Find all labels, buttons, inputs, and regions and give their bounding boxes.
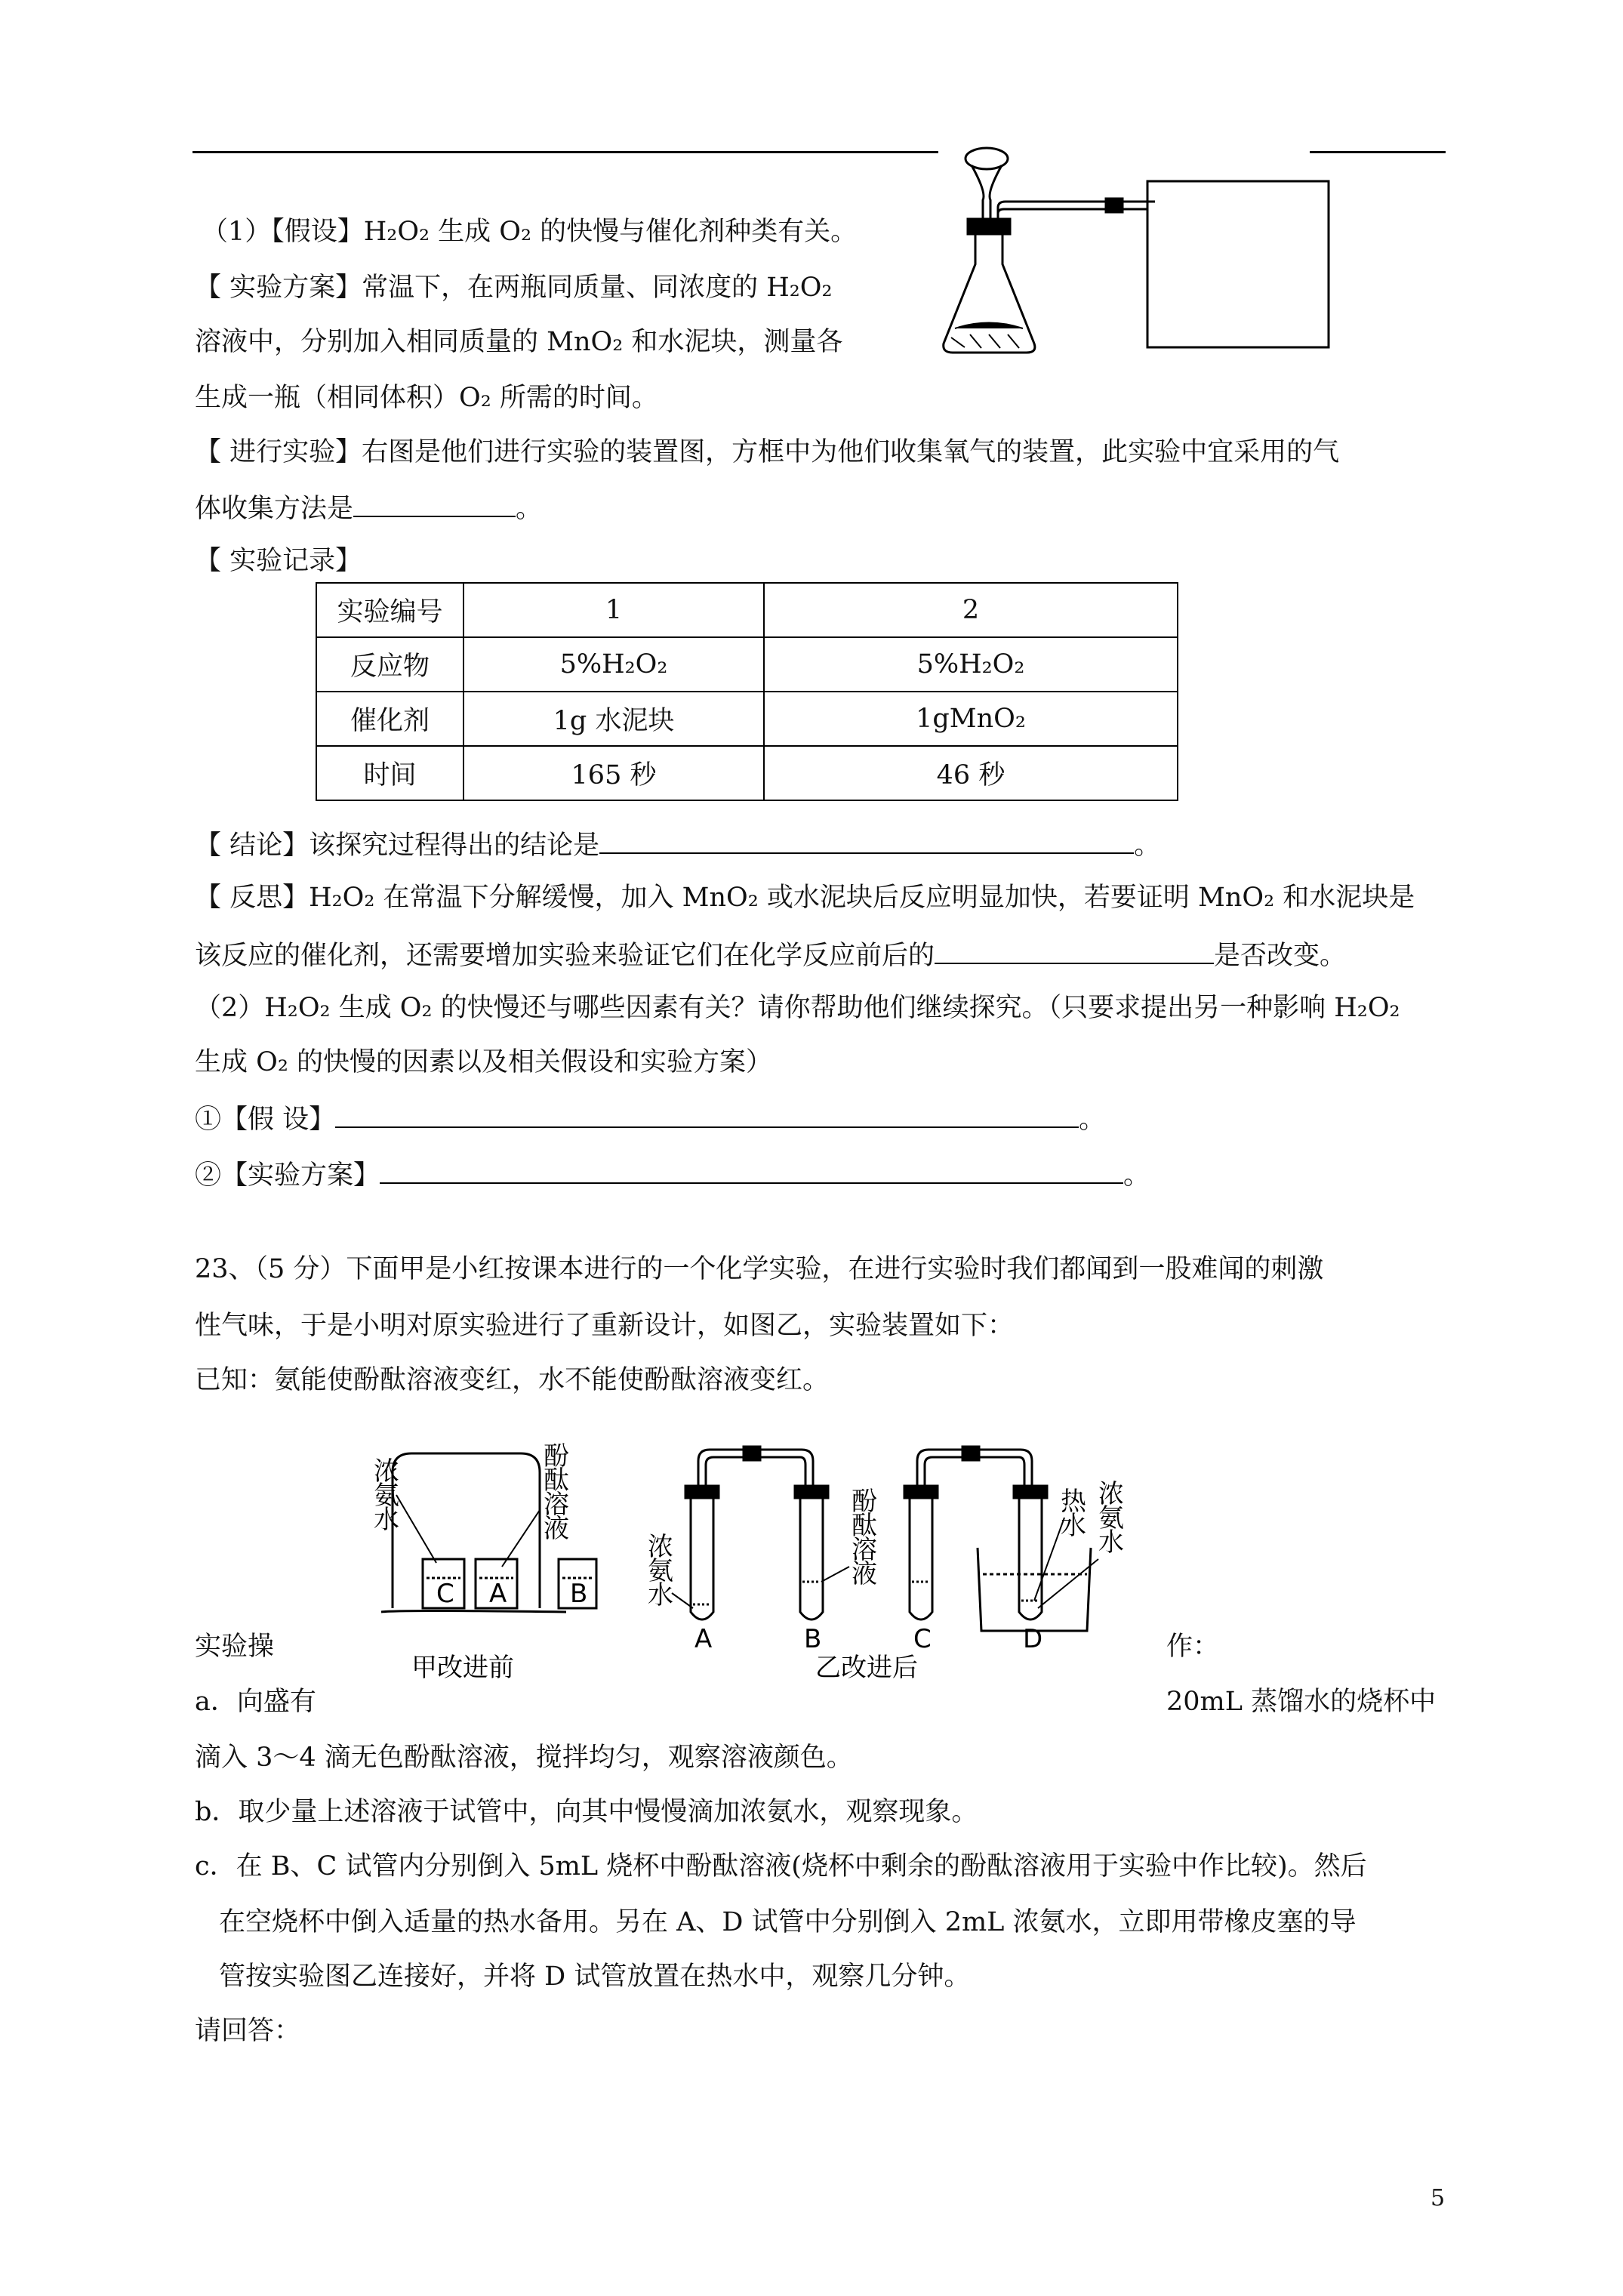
beaker-label-c: C: [436, 1579, 454, 1609]
reflection-line-2: [195, 937, 1346, 972]
table-header-cell: 1: [463, 583, 764, 637]
hypothesis-blank[interactable]: [335, 1101, 1079, 1128]
table-cell: 1g 水泥块: [463, 692, 764, 746]
jia-label-4: 酚: [544, 1441, 569, 1472]
table-cell: 反应物: [316, 637, 463, 692]
table-header-cell: 2: [764, 583, 1178, 637]
tubeA-label-3: 水: [648, 1580, 673, 1610]
experiment-line-1: 【 进行实验】右图是他们进行实验的装置图，方框中为他们收集氧气的装置，此实验中宜采用的气: [195, 437, 1340, 467]
part2-line-2: 生成 O₂ 的快慢的因素以及相关假设和实验方案）: [195, 1047, 772, 1077]
hypothesis-period: 。: [1079, 1105, 1106, 1135]
tubeBC-label-3: 溶: [852, 1535, 877, 1565]
tubeA-label-2: 氨: [648, 1556, 673, 1586]
reflection-line-1: 【 反思】H₂O₂ 在常温下分解缓慢，加入 MnO₂ 或水泥块后反应明显加快，若要证明 MnO₂ 和水泥块是: [195, 883, 1415, 913]
conc-ammonia-label-3: 水: [1098, 1527, 1124, 1558]
record-title: 【 实验记录】: [195, 546, 362, 576]
answer-prompt: 请回答：: [195, 2016, 301, 2046]
collection-method-blank[interactable]: [353, 490, 516, 517]
step-a-left: a．向盛有: [195, 1687, 316, 1717]
q23-line-2: 性气味，于是小明对原实验进行了重新设计，如图乙，实验装置如下：: [195, 1311, 1015, 1341]
reflection-tail: 是否改变。: [1214, 941, 1347, 971]
plan-item: [195, 1157, 1150, 1192]
step-c-line-1: c．在 B、C 试管内分别倒入 5mL 烧杯中酚酞溶液(烧杯中剩余的酚酞溶液用于实验中作比较)。然后: [195, 1851, 1367, 1881]
jia-label-1: 浓: [374, 1456, 399, 1487]
table-cell: 催化剂: [316, 692, 463, 746]
hot-water-label-2: 水: [1061, 1511, 1086, 1541]
tube-label-b: B: [804, 1624, 822, 1654]
tube-label-c: C: [913, 1624, 932, 1654]
page-number: 5: [1431, 2185, 1446, 2211]
hypothesis-item: [195, 1101, 1105, 1136]
conclusion-blank[interactable]: [599, 827, 1134, 854]
operation-right: 作：: [1166, 1632, 1220, 1662]
yi-caption: 乙改进后: [815, 1653, 918, 1683]
table-cell: 46 秒: [764, 746, 1178, 800]
conc-ammonia-label-1: 浓: [1098, 1479, 1124, 1509]
conclusion-line: [195, 827, 1160, 862]
jia-label-6: 溶: [544, 1490, 569, 1520]
ammonia-experiment-figure: [340, 1435, 1178, 1691]
table-cell: 5%H₂O₂: [764, 637, 1178, 692]
table-cell: 5%H₂O₂: [463, 637, 764, 692]
part2-line-1: （2）H₂O₂ 生成 O₂ 的快慢还与哪些因素有关？请你帮助他们继续探究。（只要求提出另一种影响 H₂O₂: [195, 993, 1400, 1023]
plan-line-1: 【 实验方案】常温下，在两瓶同质量、同浓度的 H₂O₂: [195, 273, 833, 303]
reflection-text: 该反应的催化剂，还需要增加实验来验证它们在化学反应前后的: [195, 941, 935, 971]
conclusion-text: 【 结论】该探究过程得出的结论是: [195, 831, 600, 861]
step-b: b．取少量上述溶液于试管中，向其中慢慢滴加浓氨水，观察现象。: [195, 1797, 978, 1827]
jia-label-3: 水: [374, 1505, 399, 1535]
jia-caption: 甲改进前: [411, 1653, 514, 1683]
step-a-line-2: 滴入 3～4 滴无色酚酞溶液，搅拌均匀，观察溶液颜色。: [195, 1743, 853, 1773]
property-blank[interactable]: [935, 937, 1214, 964]
table-row: [316, 583, 1178, 637]
table-row: [316, 637, 1178, 692]
experiment-line-2: [195, 490, 542, 525]
table-row: [316, 746, 1178, 800]
plan-blank[interactable]: [380, 1157, 1123, 1184]
q23-line-1: 23、（5 分）下面甲是小红按课本进行的一个化学实验，在进行实验时我们都闻到一股难闻的刺激: [195, 1254, 1324, 1284]
conclusion-period: 。: [1134, 831, 1161, 861]
experiment-record-table: [316, 582, 1178, 801]
plan-line-2: 溶液中，分别加入相同质量的 MnO₂ 和水泥块，测量各: [195, 327, 843, 357]
experiment-line-2-text: 体收集方法是: [195, 494, 354, 524]
hypothesis-line: （1）【假设】H₂O₂ 生成 O₂ 的快慢与催化剂种类有关。: [202, 217, 858, 247]
jia-label-7: 液: [544, 1514, 569, 1544]
step-c-line-2: 在空烧杯中倒入适量的热水备用。另在 A、D 试管中分别倒入 2mL 浓氨水，立即用带橡皮塞的导: [219, 1907, 1357, 1937]
hypothesis-item-label: ①【假 设】: [195, 1105, 336, 1135]
step-c-line-3: 管按实验图乙连接好，并将 D 试管放置在热水中，观察几分钟。: [219, 1962, 971, 1992]
step-a-right: 20mL 蒸馏水的烧杯中: [1166, 1687, 1437, 1717]
conc-ammonia-label-2: 氨: [1098, 1503, 1124, 1533]
tube-label-d: D: [1023, 1624, 1043, 1654]
oxygen-apparatus-figure: [929, 140, 1374, 366]
q23-known: 已知：氨能使酚酞溶液变红，水不能使酚酞溶液变红。: [195, 1365, 830, 1395]
plan-item-label: ②【实验方案】: [195, 1160, 380, 1191]
jia-label-2: 氨: [374, 1481, 399, 1511]
tubeA-label-1: 浓: [648, 1532, 673, 1562]
beaker-label-b: B: [570, 1579, 588, 1609]
table-cell: 时间: [316, 746, 463, 800]
operation-left: 实验操: [195, 1632, 275, 1662]
table-row: [316, 692, 1178, 746]
tubeBC-label-4: 液: [852, 1559, 877, 1589]
hot-water-label-1: 热: [1061, 1487, 1086, 1517]
beaker-label-a: A: [489, 1579, 507, 1609]
jia-label-5: 酞: [544, 1465, 569, 1496]
table-header-cell: 实验编号: [316, 583, 463, 637]
table-cell: 165 秒: [463, 746, 764, 800]
plan-period: 。: [1123, 1160, 1150, 1191]
tubeBC-label-2: 酞: [852, 1511, 877, 1541]
tubeBC-label-1: 酚: [852, 1487, 877, 1517]
plan-line-3: 生成一瓶（相同体积）O₂ 所需的时间。: [195, 383, 658, 413]
tube-label-a: A: [694, 1624, 713, 1654]
header-rule-left: [192, 151, 938, 153]
table-cell: 1gMnO₂: [764, 692, 1178, 746]
experiment-period: 。: [516, 494, 543, 524]
